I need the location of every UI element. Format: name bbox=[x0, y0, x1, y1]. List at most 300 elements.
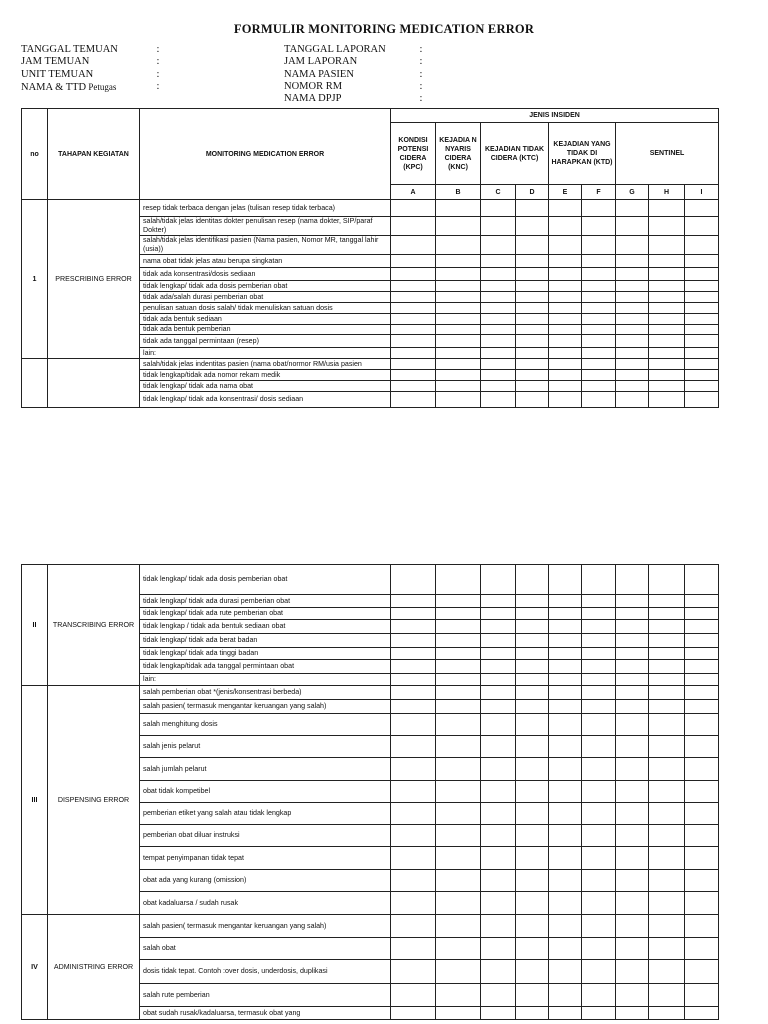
answer-cell[interactable] bbox=[616, 892, 649, 915]
answer-cell[interactable] bbox=[516, 236, 549, 255]
answer-cell[interactable] bbox=[616, 870, 649, 892]
answer-cell[interactable] bbox=[516, 381, 549, 392]
answer-cell[interactable] bbox=[436, 960, 481, 984]
answer-cell[interactable] bbox=[481, 281, 516, 292]
answer-cell[interactable] bbox=[391, 200, 436, 217]
answer-cell[interactable] bbox=[649, 1007, 685, 1020]
answer-cell[interactable] bbox=[391, 915, 436, 938]
answer-cell[interactable] bbox=[391, 236, 436, 255]
answer-cell[interactable] bbox=[436, 292, 481, 303]
answer-cell[interactable] bbox=[685, 359, 719, 370]
answer-cell[interactable] bbox=[685, 825, 719, 847]
answer-cell[interactable] bbox=[616, 348, 649, 359]
answer-cell[interactable] bbox=[616, 325, 649, 335]
answer-cell[interactable] bbox=[649, 803, 685, 825]
answer-cell[interactable] bbox=[549, 381, 582, 392]
answer-cell[interactable] bbox=[516, 335, 549, 348]
answer-cell[interactable] bbox=[616, 314, 649, 325]
answer-cell[interactable] bbox=[685, 847, 719, 870]
answer-cell[interactable] bbox=[436, 200, 481, 217]
answer-cell[interactable] bbox=[685, 781, 719, 803]
answer-cell[interactable] bbox=[516, 714, 549, 736]
answer-cell[interactable] bbox=[582, 700, 616, 714]
answer-cell[interactable] bbox=[516, 938, 549, 960]
answer-cell[interactable] bbox=[649, 303, 685, 314]
answer-cell[interactable] bbox=[582, 314, 616, 325]
answer-cell[interactable] bbox=[582, 255, 616, 268]
answer-cell[interactable] bbox=[516, 736, 549, 758]
answer-cell[interactable] bbox=[616, 674, 649, 686]
answer-cell[interactable] bbox=[616, 736, 649, 758]
answer-cell[interactable] bbox=[436, 217, 481, 236]
answer-cell[interactable] bbox=[685, 595, 719, 608]
answer-cell[interactable] bbox=[649, 660, 685, 674]
answer-cell[interactable] bbox=[549, 303, 582, 314]
answer-cell[interactable] bbox=[685, 700, 719, 714]
answer-cell[interactable] bbox=[391, 281, 436, 292]
answer-cell[interactable] bbox=[481, 825, 516, 847]
answer-cell[interactable] bbox=[516, 870, 549, 892]
answer-cell[interactable] bbox=[685, 648, 719, 660]
answer-cell[interactable] bbox=[685, 984, 719, 1007]
answer-cell[interactable] bbox=[549, 268, 582, 281]
answer-cell[interactable] bbox=[649, 984, 685, 1007]
answer-cell[interactable] bbox=[516, 660, 549, 674]
answer-cell[interactable] bbox=[582, 236, 616, 255]
answer-cell[interactable] bbox=[685, 620, 719, 634]
answer-cell[interactable] bbox=[549, 608, 582, 620]
answer-cell[interactable] bbox=[685, 200, 719, 217]
answer-cell[interactable] bbox=[391, 268, 436, 281]
answer-cell[interactable] bbox=[516, 255, 549, 268]
answer-cell[interactable] bbox=[549, 984, 582, 1007]
answer-cell[interactable] bbox=[516, 217, 549, 236]
answer-cell[interactable] bbox=[481, 348, 516, 359]
answer-cell[interactable] bbox=[436, 847, 481, 870]
answer-cell[interactable] bbox=[549, 335, 582, 348]
answer-cell[interactable] bbox=[616, 1007, 649, 1020]
answer-cell[interactable] bbox=[616, 634, 649, 648]
answer-cell[interactable] bbox=[649, 915, 685, 938]
answer-cell[interactable] bbox=[516, 608, 549, 620]
answer-cell[interactable] bbox=[649, 674, 685, 686]
answer-cell[interactable] bbox=[582, 620, 616, 634]
answer-cell[interactable] bbox=[616, 255, 649, 268]
answer-cell[interactable] bbox=[549, 825, 582, 847]
answer-cell[interactable] bbox=[649, 325, 685, 335]
answer-cell[interactable] bbox=[582, 686, 616, 700]
answer-cell[interactable] bbox=[391, 714, 436, 736]
answer-cell[interactable] bbox=[481, 674, 516, 686]
answer-cell[interactable] bbox=[391, 217, 436, 236]
answer-cell[interactable] bbox=[436, 392, 481, 408]
answer-cell[interactable] bbox=[582, 892, 616, 915]
answer-cell[interactable] bbox=[649, 620, 685, 634]
answer-cell[interactable] bbox=[582, 392, 616, 408]
answer-cell[interactable] bbox=[549, 736, 582, 758]
answer-cell[interactable] bbox=[516, 565, 549, 595]
answer-cell[interactable] bbox=[391, 892, 436, 915]
answer-cell[interactable] bbox=[616, 303, 649, 314]
answer-cell[interactable] bbox=[516, 984, 549, 1007]
answer-cell[interactable] bbox=[516, 370, 549, 381]
answer-cell[interactable] bbox=[685, 217, 719, 236]
answer-cell[interactable] bbox=[549, 217, 582, 236]
answer-cell[interactable] bbox=[685, 634, 719, 648]
field-nama-pasien[interactable]: NAMA PASIEN : bbox=[284, 68, 423, 80]
answer-cell[interactable] bbox=[616, 292, 649, 303]
answer-cell[interactable] bbox=[649, 200, 685, 217]
answer-cell[interactable] bbox=[481, 803, 516, 825]
answer-cell[interactable] bbox=[685, 268, 719, 281]
answer-cell[interactable] bbox=[649, 359, 685, 370]
answer-cell[interactable] bbox=[481, 236, 516, 255]
answer-cell[interactable] bbox=[616, 200, 649, 217]
answer-cell[interactable] bbox=[436, 620, 481, 634]
answer-cell[interactable] bbox=[391, 620, 436, 634]
answer-cell[interactable] bbox=[516, 847, 549, 870]
answer-cell[interactable] bbox=[616, 217, 649, 236]
answer-cell[interactable] bbox=[481, 1007, 516, 1020]
answer-cell[interactable] bbox=[436, 686, 481, 700]
answer-cell[interactable] bbox=[436, 870, 481, 892]
answer-cell[interactable] bbox=[616, 660, 649, 674]
answer-cell[interactable] bbox=[391, 381, 436, 392]
answer-cell[interactable] bbox=[391, 314, 436, 325]
answer-cell[interactable] bbox=[549, 915, 582, 938]
answer-cell[interactable] bbox=[582, 325, 616, 335]
answer-cell[interactable] bbox=[481, 714, 516, 736]
answer-cell[interactable] bbox=[391, 700, 436, 714]
answer-cell[interactable] bbox=[685, 915, 719, 938]
answer-cell[interactable] bbox=[516, 620, 549, 634]
answer-cell[interactable] bbox=[685, 736, 719, 758]
answer-cell[interactable] bbox=[582, 595, 616, 608]
answer-cell[interactable] bbox=[582, 825, 616, 847]
answer-cell[interactable] bbox=[649, 314, 685, 325]
answer-cell[interactable] bbox=[685, 381, 719, 392]
answer-cell[interactable] bbox=[685, 292, 719, 303]
answer-cell[interactable] bbox=[516, 281, 549, 292]
answer-cell[interactable] bbox=[516, 825, 549, 847]
answer-cell[interactable] bbox=[436, 268, 481, 281]
field-jam-laporan[interactable]: JAM LAPORAN : bbox=[284, 56, 423, 68]
answer-cell[interactable] bbox=[649, 714, 685, 736]
answer-cell[interactable] bbox=[436, 370, 481, 381]
answer-cell[interactable] bbox=[685, 565, 719, 595]
answer-cell[interactable] bbox=[649, 268, 685, 281]
field-unit-temuan[interactable]: UNIT TEMUAN : bbox=[21, 68, 160, 80]
answer-cell[interactable] bbox=[516, 634, 549, 648]
answer-cell[interactable] bbox=[649, 938, 685, 960]
answer-cell[interactable] bbox=[436, 281, 481, 292]
answer-cell[interactable] bbox=[436, 608, 481, 620]
answer-cell[interactable] bbox=[582, 648, 616, 660]
answer-cell[interactable] bbox=[649, 870, 685, 892]
answer-cell[interactable] bbox=[616, 938, 649, 960]
answer-cell[interactable] bbox=[516, 960, 549, 984]
answer-cell[interactable] bbox=[582, 847, 616, 870]
answer-cell[interactable] bbox=[549, 700, 582, 714]
answer-cell[interactable] bbox=[649, 686, 685, 700]
answer-cell[interactable] bbox=[649, 348, 685, 359]
answer-cell[interactable] bbox=[481, 620, 516, 634]
answer-cell[interactable] bbox=[516, 686, 549, 700]
answer-cell[interactable] bbox=[549, 255, 582, 268]
answer-cell[interactable] bbox=[685, 892, 719, 915]
answer-cell[interactable] bbox=[549, 870, 582, 892]
answer-cell[interactable] bbox=[436, 236, 481, 255]
answer-cell[interactable] bbox=[685, 314, 719, 325]
answer-cell[interactable] bbox=[685, 325, 719, 335]
answer-cell[interactable] bbox=[436, 803, 481, 825]
answer-cell[interactable] bbox=[436, 325, 481, 335]
answer-cell[interactable] bbox=[516, 325, 549, 335]
answer-cell[interactable] bbox=[649, 292, 685, 303]
answer-cell[interactable] bbox=[481, 634, 516, 648]
answer-cell[interactable] bbox=[582, 200, 616, 217]
answer-cell[interactable] bbox=[481, 984, 516, 1007]
answer-cell[interactable] bbox=[436, 674, 481, 686]
answer-cell[interactable] bbox=[582, 1007, 616, 1020]
answer-cell[interactable] bbox=[391, 938, 436, 960]
answer-cell[interactable] bbox=[582, 714, 616, 736]
answer-cell[interactable] bbox=[391, 359, 436, 370]
answer-cell[interactable] bbox=[391, 608, 436, 620]
field-tanggal-temuan[interactable]: TANGGAL TEMUAN : bbox=[21, 44, 160, 55]
answer-cell[interactable] bbox=[616, 608, 649, 620]
answer-cell[interactable] bbox=[481, 303, 516, 314]
answer-cell[interactable] bbox=[436, 660, 481, 674]
field-nama-ttd-petugas[interactable]: NAMA & TTD Petugas : bbox=[21, 80, 160, 93]
answer-cell[interactable] bbox=[549, 938, 582, 960]
answer-cell[interactable] bbox=[582, 381, 616, 392]
answer-cell[interactable] bbox=[391, 292, 436, 303]
answer-cell[interactable] bbox=[616, 620, 649, 634]
answer-cell[interactable] bbox=[391, 686, 436, 700]
answer-cell[interactable] bbox=[481, 648, 516, 660]
answer-cell[interactable] bbox=[481, 781, 516, 803]
answer-cell[interactable] bbox=[391, 325, 436, 335]
answer-cell[interactable] bbox=[436, 781, 481, 803]
answer-cell[interactable] bbox=[436, 255, 481, 268]
answer-cell[interactable] bbox=[649, 634, 685, 648]
field-nomor-rm[interactable]: NOMOR RM : bbox=[284, 80, 423, 92]
answer-cell[interactable] bbox=[649, 700, 685, 714]
answer-cell[interactable] bbox=[649, 370, 685, 381]
answer-cell[interactable] bbox=[391, 870, 436, 892]
answer-cell[interactable] bbox=[549, 281, 582, 292]
answer-cell[interactable] bbox=[549, 1007, 582, 1020]
answer-cell[interactable] bbox=[616, 359, 649, 370]
answer-cell[interactable] bbox=[616, 758, 649, 781]
answer-cell[interactable] bbox=[582, 870, 616, 892]
answer-cell[interactable] bbox=[685, 1007, 719, 1020]
answer-cell[interactable] bbox=[391, 303, 436, 314]
answer-cell[interactable] bbox=[436, 1007, 481, 1020]
answer-cell[interactable] bbox=[481, 381, 516, 392]
answer-cell[interactable] bbox=[582, 348, 616, 359]
answer-cell[interactable] bbox=[481, 960, 516, 984]
answer-cell[interactable] bbox=[616, 781, 649, 803]
answer-cell[interactable] bbox=[616, 686, 649, 700]
answer-cell[interactable] bbox=[582, 758, 616, 781]
answer-cell[interactable] bbox=[582, 938, 616, 960]
answer-cell[interactable] bbox=[649, 892, 685, 915]
answer-cell[interactable] bbox=[616, 648, 649, 660]
answer-cell[interactable] bbox=[549, 892, 582, 915]
answer-cell[interactable] bbox=[436, 335, 481, 348]
answer-cell[interactable] bbox=[685, 674, 719, 686]
answer-cell[interactable] bbox=[391, 736, 436, 758]
answer-cell[interactable] bbox=[685, 303, 719, 314]
answer-cell[interactable] bbox=[436, 303, 481, 314]
answer-cell[interactable] bbox=[549, 565, 582, 595]
answer-cell[interactable] bbox=[516, 803, 549, 825]
answer-cell[interactable] bbox=[481, 268, 516, 281]
answer-cell[interactable] bbox=[391, 847, 436, 870]
answer-cell[interactable] bbox=[481, 217, 516, 236]
answer-cell[interactable] bbox=[616, 335, 649, 348]
answer-cell[interactable] bbox=[549, 314, 582, 325]
answer-cell[interactable] bbox=[649, 392, 685, 408]
answer-cell[interactable] bbox=[685, 714, 719, 736]
answer-cell[interactable] bbox=[391, 803, 436, 825]
answer-cell[interactable] bbox=[582, 281, 616, 292]
answer-cell[interactable] bbox=[582, 268, 616, 281]
answer-cell[interactable] bbox=[582, 803, 616, 825]
answer-cell[interactable] bbox=[549, 292, 582, 303]
answer-cell[interactable] bbox=[549, 781, 582, 803]
answer-cell[interactable] bbox=[391, 1007, 436, 1020]
answer-cell[interactable] bbox=[436, 634, 481, 648]
answer-cell[interactable] bbox=[582, 335, 616, 348]
answer-cell[interactable] bbox=[649, 758, 685, 781]
answer-cell[interactable] bbox=[391, 370, 436, 381]
answer-cell[interactable] bbox=[649, 960, 685, 984]
answer-cell[interactable] bbox=[549, 348, 582, 359]
answer-cell[interactable] bbox=[582, 984, 616, 1007]
answer-cell[interactable] bbox=[391, 674, 436, 686]
answer-cell[interactable] bbox=[685, 608, 719, 620]
field-tanggal-laporan[interactable]: TANGGAL LAPORAN : bbox=[284, 44, 423, 55]
answer-cell[interactable] bbox=[436, 595, 481, 608]
answer-cell[interactable] bbox=[436, 984, 481, 1007]
answer-cell[interactable] bbox=[685, 660, 719, 674]
answer-cell[interactable] bbox=[685, 335, 719, 348]
answer-cell[interactable] bbox=[391, 660, 436, 674]
answer-cell[interactable] bbox=[685, 255, 719, 268]
answer-cell[interactable] bbox=[649, 825, 685, 847]
answer-cell[interactable] bbox=[685, 960, 719, 984]
answer-cell[interactable] bbox=[616, 915, 649, 938]
answer-cell[interactable] bbox=[516, 758, 549, 781]
answer-cell[interactable] bbox=[616, 700, 649, 714]
answer-cell[interactable] bbox=[481, 595, 516, 608]
answer-cell[interactable] bbox=[436, 648, 481, 660]
answer-cell[interactable] bbox=[391, 565, 436, 595]
answer-cell[interactable] bbox=[649, 847, 685, 870]
answer-cell[interactable] bbox=[481, 892, 516, 915]
answer-cell[interactable] bbox=[616, 984, 649, 1007]
answer-cell[interactable] bbox=[481, 335, 516, 348]
answer-cell[interactable] bbox=[481, 915, 516, 938]
answer-cell[interactable] bbox=[549, 714, 582, 736]
answer-cell[interactable] bbox=[549, 960, 582, 984]
answer-cell[interactable] bbox=[685, 236, 719, 255]
answer-cell[interactable] bbox=[582, 960, 616, 984]
answer-cell[interactable] bbox=[549, 359, 582, 370]
answer-cell[interactable] bbox=[549, 595, 582, 608]
answer-cell[interactable] bbox=[481, 700, 516, 714]
answer-cell[interactable] bbox=[516, 268, 549, 281]
answer-cell[interactable] bbox=[436, 314, 481, 325]
answer-cell[interactable] bbox=[481, 736, 516, 758]
answer-cell[interactable] bbox=[582, 915, 616, 938]
answer-cell[interactable] bbox=[649, 335, 685, 348]
answer-cell[interactable] bbox=[685, 392, 719, 408]
answer-cell[interactable] bbox=[391, 595, 436, 608]
answer-cell[interactable] bbox=[516, 200, 549, 217]
answer-cell[interactable] bbox=[481, 292, 516, 303]
answer-cell[interactable] bbox=[549, 847, 582, 870]
answer-cell[interactable] bbox=[391, 634, 436, 648]
answer-cell[interactable] bbox=[391, 825, 436, 847]
answer-cell[interactable] bbox=[685, 938, 719, 960]
answer-cell[interactable] bbox=[685, 281, 719, 292]
answer-cell[interactable] bbox=[436, 700, 481, 714]
answer-cell[interactable] bbox=[516, 595, 549, 608]
answer-cell[interactable] bbox=[582, 303, 616, 314]
answer-cell[interactable] bbox=[616, 714, 649, 736]
answer-cell[interactable] bbox=[616, 392, 649, 408]
answer-cell[interactable] bbox=[391, 758, 436, 781]
answer-cell[interactable] bbox=[649, 648, 685, 660]
answer-cell[interactable] bbox=[582, 370, 616, 381]
answer-cell[interactable] bbox=[391, 960, 436, 984]
answer-cell[interactable] bbox=[582, 736, 616, 758]
answer-cell[interactable] bbox=[549, 392, 582, 408]
answer-cell[interactable] bbox=[549, 686, 582, 700]
answer-cell[interactable] bbox=[649, 381, 685, 392]
answer-cell[interactable] bbox=[582, 565, 616, 595]
answer-cell[interactable] bbox=[516, 348, 549, 359]
answer-cell[interactable] bbox=[516, 648, 549, 660]
answer-cell[interactable] bbox=[549, 758, 582, 781]
answer-cell[interactable] bbox=[685, 348, 719, 359]
answer-cell[interactable] bbox=[436, 381, 481, 392]
answer-cell[interactable] bbox=[582, 781, 616, 803]
answer-cell[interactable] bbox=[582, 634, 616, 648]
answer-cell[interactable] bbox=[436, 892, 481, 915]
answer-cell[interactable] bbox=[436, 938, 481, 960]
answer-cell[interactable] bbox=[391, 648, 436, 660]
answer-cell[interactable] bbox=[436, 758, 481, 781]
answer-cell[interactable] bbox=[549, 236, 582, 255]
answer-cell[interactable] bbox=[549, 620, 582, 634]
answer-cell[interactable] bbox=[616, 565, 649, 595]
answer-cell[interactable] bbox=[391, 984, 436, 1007]
answer-cell[interactable] bbox=[481, 392, 516, 408]
answer-cell[interactable] bbox=[649, 217, 685, 236]
answer-cell[interactable] bbox=[549, 803, 582, 825]
answer-cell[interactable] bbox=[649, 236, 685, 255]
answer-cell[interactable] bbox=[481, 370, 516, 381]
answer-cell[interactable] bbox=[436, 348, 481, 359]
answer-cell[interactable] bbox=[516, 700, 549, 714]
field-jam-temuan[interactable]: JAM TEMUAN : bbox=[21, 56, 160, 68]
answer-cell[interactable] bbox=[549, 674, 582, 686]
